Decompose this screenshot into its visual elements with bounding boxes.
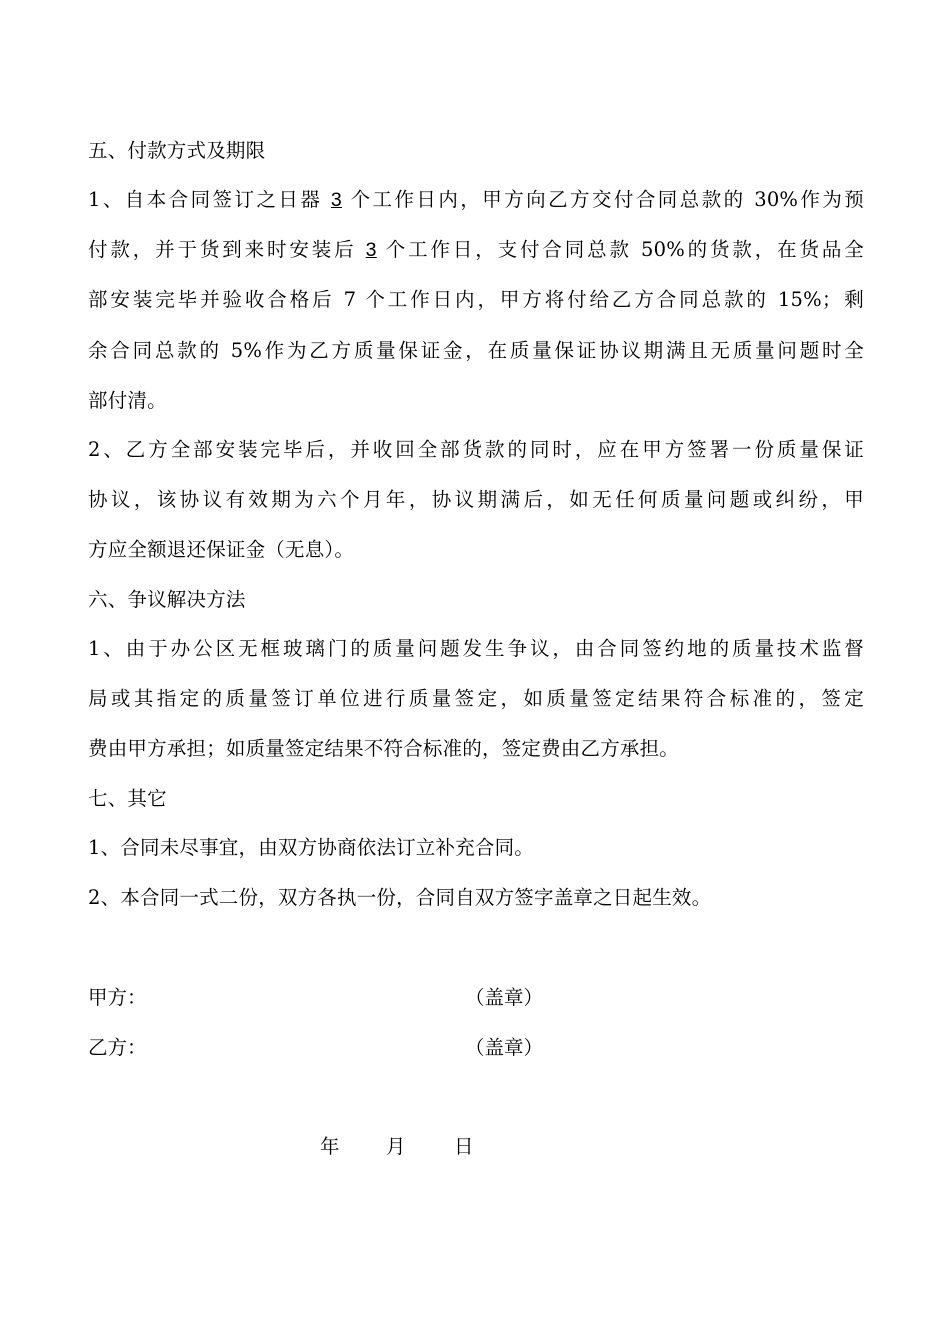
text-segment: 1、自本合同签订之日器 bbox=[88, 188, 331, 211]
section-5-item-1-line-1 bbox=[88, 185, 864, 215]
section-6-heading: 六、争议解决方法 bbox=[88, 588, 246, 611]
section-5-item-2-line-3: 方应全额退还保证金（无息）。 bbox=[88, 538, 355, 561]
date-year: 年 bbox=[320, 1135, 340, 1158]
text-segment: 个工作日内，甲方向乙方交付合同总款的 30%作为预 bbox=[341, 188, 864, 211]
date-day: 日 bbox=[454, 1135, 474, 1158]
section-6-item-1-line-1: 1、由于办公区无框玻璃门的质量问题发生争议，由合同签约地的质量技术监督 bbox=[88, 637, 864, 660]
section-7-item-1: 1、合同未尽事宜，由双方协商依法订立补充合同。 bbox=[88, 836, 535, 859]
section-5-heading: 五、付款方式及期限 bbox=[88, 139, 266, 162]
text-segment: 个工作日，支付合同总款 50%的货款，在货品全 bbox=[376, 238, 864, 261]
text-segment: 付款，并于货到来时安装后 bbox=[88, 238, 366, 261]
date-month: 月 bbox=[386, 1135, 406, 1158]
section-5-item-1-line-2 bbox=[88, 235, 864, 265]
section-5-item-1-line-4: 余合同总款的 5%作为乙方质量保证金，在质量保证协议期满且无质量问题时全 bbox=[88, 339, 864, 362]
party-b-label: 乙方： bbox=[88, 1036, 147, 1059]
party-b-seal: （盖章） bbox=[465, 1036, 544, 1059]
underlined-days: 3 bbox=[330, 189, 342, 211]
section-7-heading: 七、其它 bbox=[88, 787, 167, 810]
section-7-item-2: 2、本合同一式二份，双方各执一份，合同自双方签字盖章之日起生效。 bbox=[88, 886, 712, 909]
section-5-item-2-line-1: 2、乙方全部安装完毕后，并收回全部货款的同时，应在甲方签署一份质量保证 bbox=[88, 438, 864, 461]
section-5-item-1-line-5: 部付清。 bbox=[88, 389, 167, 412]
underlined-days: 3 bbox=[365, 239, 377, 261]
party-a-seal: （盖章） bbox=[465, 986, 544, 1009]
party-a-label: 甲方： bbox=[88, 986, 147, 1009]
section-5-item-2-line-2: 协议，该协议有效期为六个月年，协议期满后，如无任何质量问题或纠纷，甲 bbox=[88, 488, 864, 511]
section-5-item-1-line-3: 部安装完毕并验收合格后 7 个工作日内，甲方将付给乙方合同总款的 15%；剩 bbox=[88, 288, 864, 311]
section-6-item-1-line-3: 费由甲方承担；如质量签定结果不符合标准的，签定费由乙方承担。 bbox=[88, 737, 680, 760]
section-6-item-1-line-2: 局或其指定的质量签订单位进行质量签定，如质量签定结果符合标准的，签定 bbox=[88, 687, 864, 710]
